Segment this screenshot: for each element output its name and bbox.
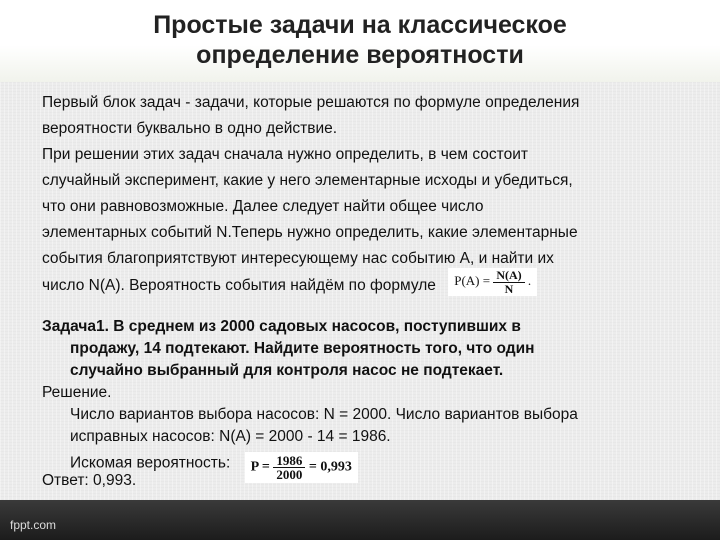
- solution-line: исправных насосов: N(A) = 2000 - 14 = 1986.: [70, 428, 391, 445]
- solution-label: Решение.: [42, 384, 112, 401]
- formula-denominator: N: [504, 281, 514, 296]
- answer-line: Ответ: 0,993.: [42, 472, 137, 489]
- intro-paragraph: [42, 90, 579, 298]
- task-block: [42, 316, 578, 492]
- intro-line: что они равновозможные. Далее следует найти общее число: [42, 198, 484, 215]
- formula-tail: .: [527, 273, 532, 288]
- probability-formula: [448, 268, 537, 296]
- title-line-1: Простые задачи на классическое: [153, 11, 567, 39]
- intro-line: события благоприятствуют интересующему нас событию А, и найти их: [42, 250, 554, 267]
- solution-line-text: Искомая вероятность:: [70, 454, 231, 472]
- result-formula-lhs: P =: [250, 459, 270, 475]
- formula-numerator: N(A): [493, 269, 524, 283]
- intro-line: При решении этих задач сначала нужно определить, в чем состоит: [42, 146, 528, 163]
- intro-line-text: число N(A). Вероятность события найдём по формуле: [42, 276, 436, 294]
- formula-fraction: [493, 269, 524, 296]
- task-heading-line: Задача1. В среднем из 2000 садовых насосов, поступивших в: [42, 318, 521, 335]
- title-line-2: определение вероятности: [196, 41, 524, 69]
- formula-lhs: P(A) =: [454, 273, 491, 288]
- result-formula-fraction: [273, 454, 305, 481]
- result-formula: [245, 452, 358, 483]
- intro-line: вероятности буквально в одно действие.: [42, 120, 338, 137]
- result-formula-denominator: 2000: [276, 467, 303, 482]
- intro-line-with-formula: [42, 267, 579, 298]
- footer-brand: fppt.com: [10, 518, 57, 532]
- task-heading-line: случайно выбранный для контроля насос не подтекает.: [70, 362, 504, 379]
- slide-title: [0, 10, 720, 70]
- intro-line: элементарных событий N.Теперь нужно определить, какие элементарные: [42, 224, 578, 241]
- intro-line: Первый блок задач - задачи, которые решаются по формуле определения: [42, 94, 580, 111]
- result-formula-numerator: 1986: [273, 454, 305, 468]
- solution-line: Число вариантов выбора насосов: N = 2000. Число вариантов выбора: [70, 406, 578, 423]
- task-heading-line: продажу, 14 подтекают. Найдите вероятность того, что один: [70, 340, 535, 357]
- result-formula-value: = 0,993: [308, 459, 352, 475]
- footer-bar: [0, 500, 720, 540]
- intro-line: случайный эксперимент, какие у него элементарные исходы и убедиться,: [42, 172, 573, 189]
